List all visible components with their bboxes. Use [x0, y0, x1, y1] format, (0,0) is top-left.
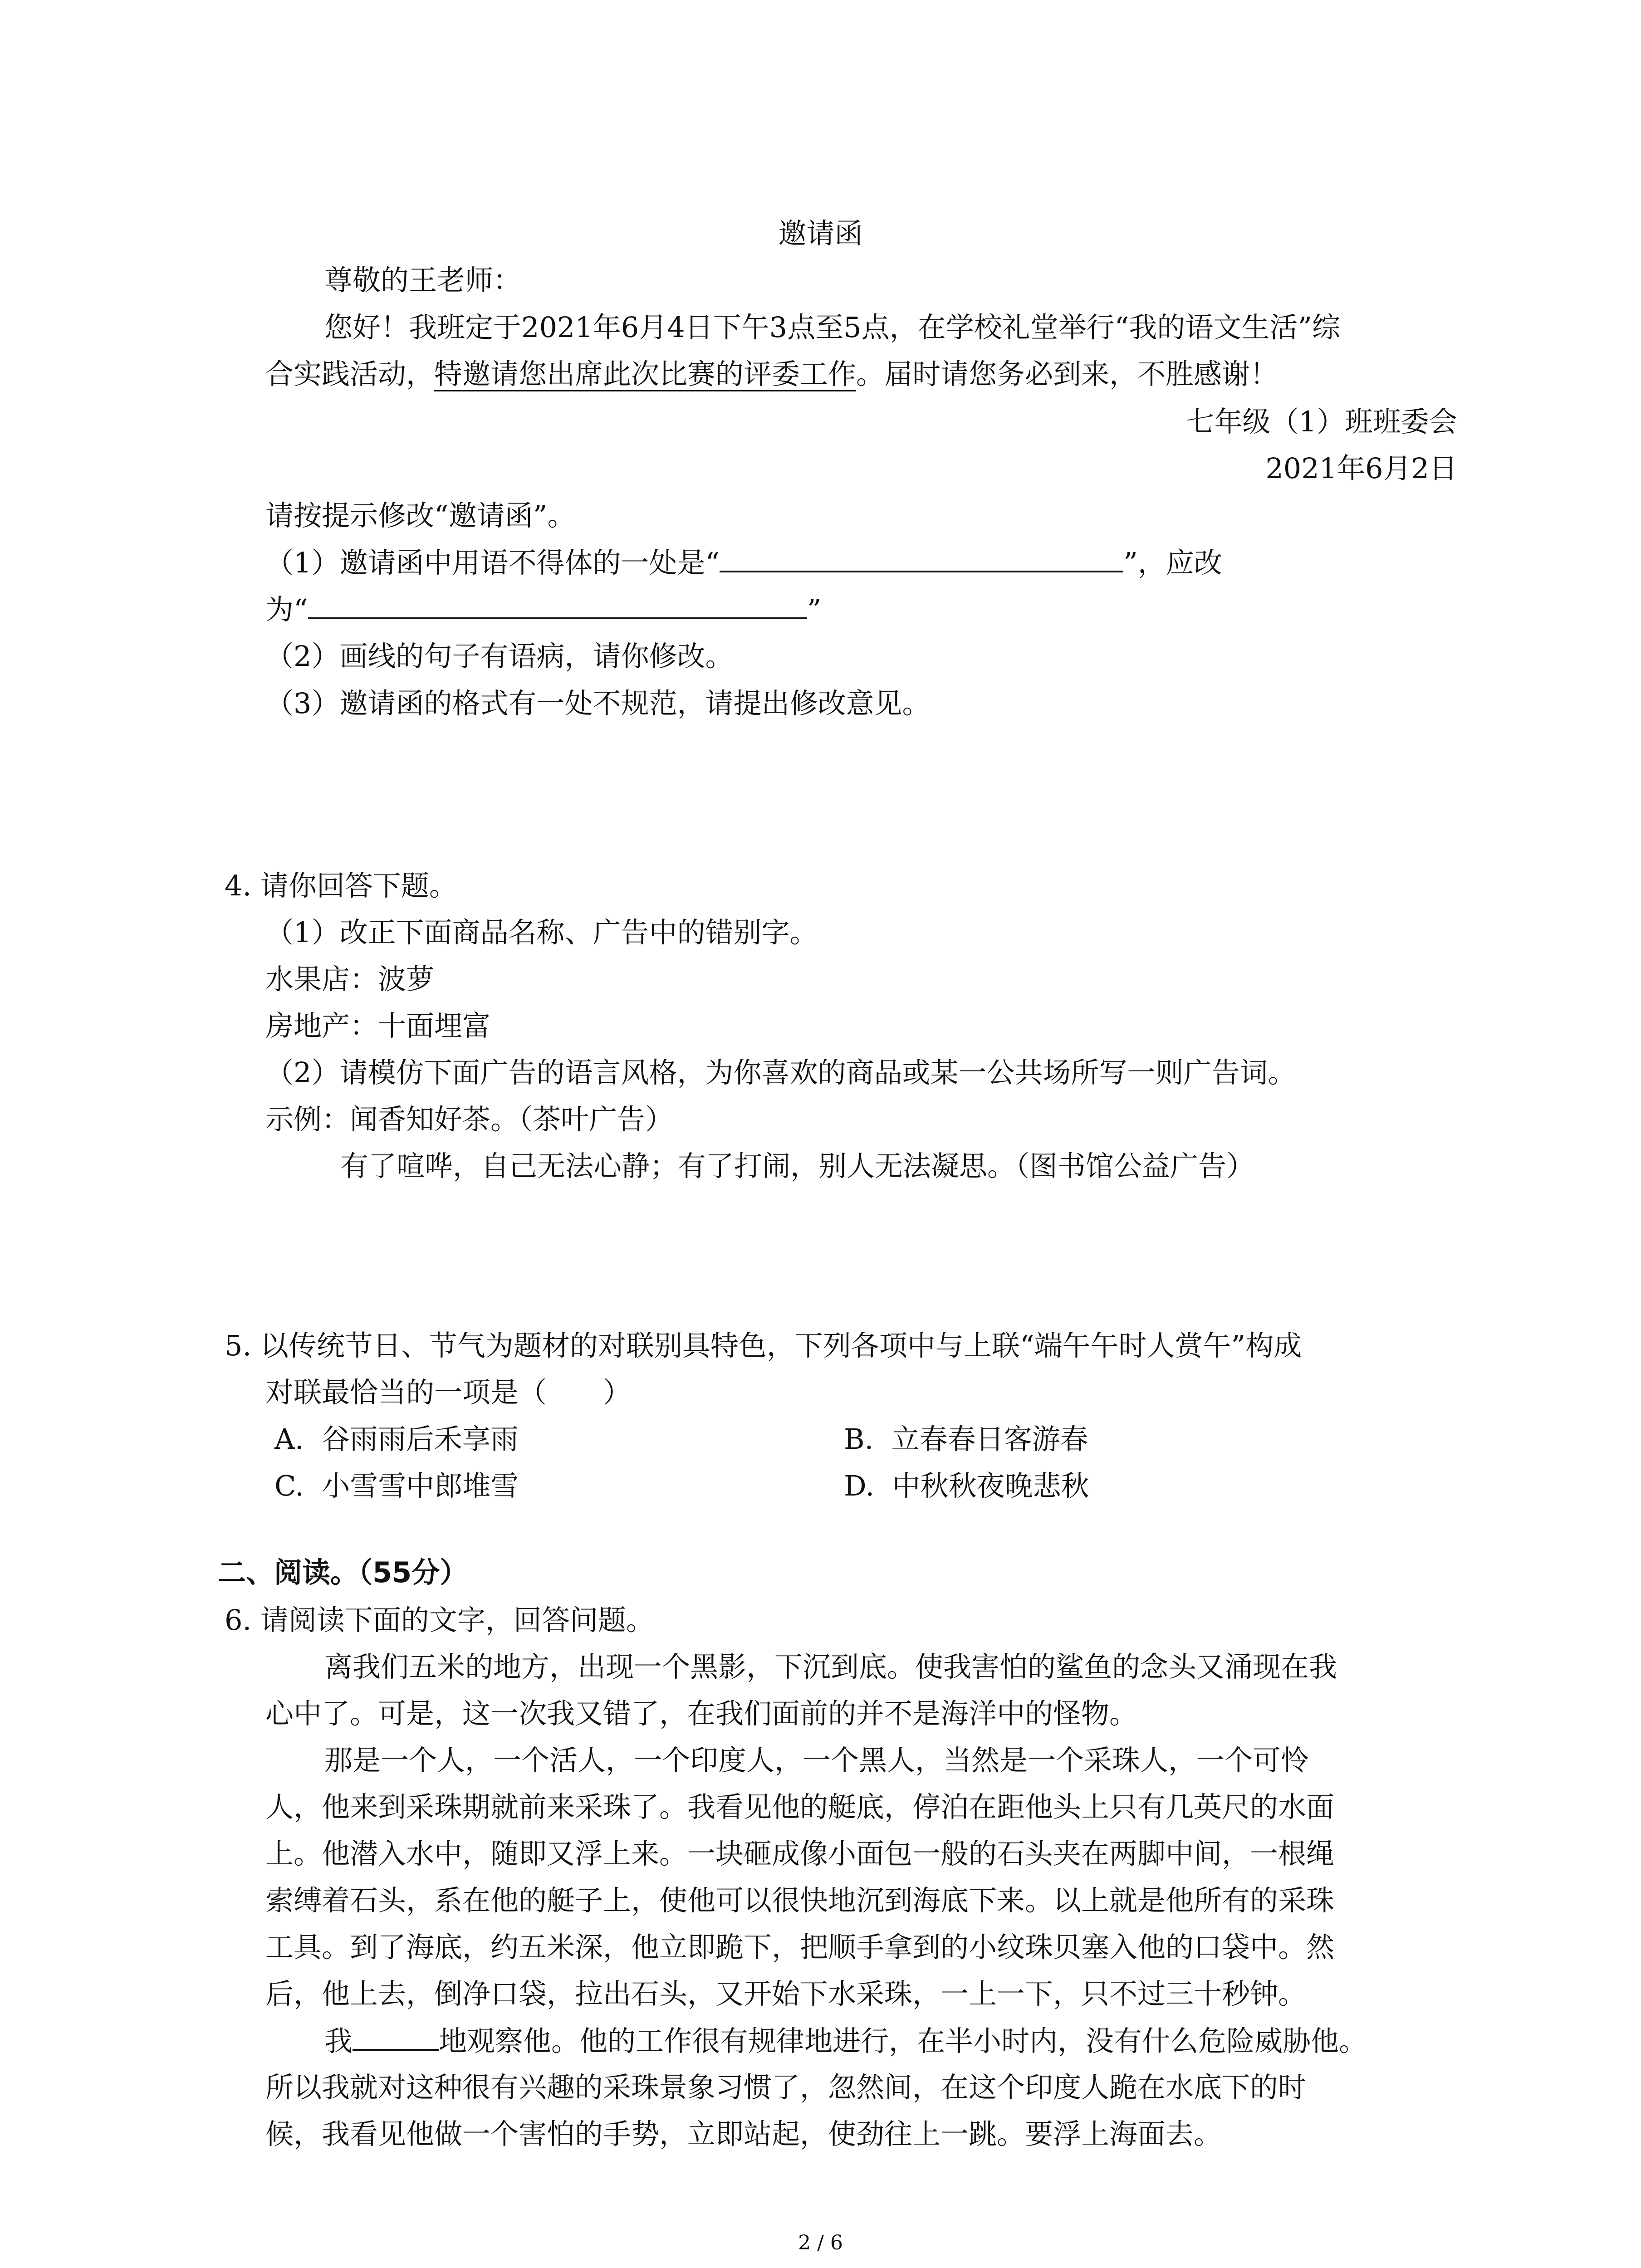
passage-line: 心中了。可是，这一次我又错了，在我们面前的并不是海洋中的怪物。	[265, 1697, 1138, 1730]
letter-body-line	[265, 356, 1278, 392]
passage-line	[324, 2023, 1367, 2059]
q4-shop-1: 水果店：波萝	[265, 963, 435, 996]
q3-item-1	[265, 544, 1222, 581]
passage-line: 候，我看见他做一个害怕的手势，立即站起，使劲往上一跳。要浮上海面去。	[265, 2117, 1222, 2151]
q5-option-a[interactable]: A. 谷雨雨后禾享雨	[274, 1422, 519, 1456]
passage-line: 所以我就对这种很有兴趣的采珠景象习惯了，忽然间，在这个印度人跪在水底下的时	[265, 2071, 1307, 2104]
q5-option-b[interactable]: B. 立春春日客游春	[844, 1422, 1088, 1456]
letter-signature: 七年级（1）班班委会	[1186, 405, 1457, 438]
q3-item-1-text: （1）邀请函中用语不得体的一处是“	[265, 546, 720, 579]
q3-item-3: （3）邀请函的格式有一处不规范，请提出修改意见。	[265, 687, 931, 720]
passage-line: 人，他来到采珠期就前来采珠了。我看见他的艇底，停泊在距他头上只有几英尺的水面	[265, 1790, 1335, 1823]
passage-line: 离我们五米的地方，出现一个黑影，下沉到底。使我害怕的鲨鱼的念头又涌现在我	[324, 1650, 1337, 1683]
q3-item-1-line2-text: 为“	[265, 593, 308, 626]
passage-line: 那是一个人，一个活人，一个印度人，一个黑人，当然是一个采珠人，一个可怜	[324, 1744, 1309, 1777]
q3-item-1-line2	[265, 591, 821, 628]
q3-prompt: 请按提示修改“邀请函”。	[265, 499, 576, 532]
q4-item-2: （2）请模仿下面广告的语言风格，为你喜欢的商品或某一公共场所写一则广告词。	[265, 1056, 1296, 1089]
q5-stem-line2: 对联最恰当的一项是（ ）	[265, 1376, 632, 1409]
passage-line: 上。他潜入水中，随即又浮上来。一块砸成像小面包一般的石头夹在两脚中间，一根绳	[265, 1837, 1335, 1870]
passage-text: 地观察他。他的工作很有规律地进行，在半小时内，没有什么危险威胁他。	[439, 2024, 1367, 2058]
q3-item-2: （2）画线的句子有语病，请你修改。	[265, 640, 734, 673]
passage-line: 索缚着石头，系在他的艇子上，使他可以很快地沉到海底下来。以上就是他所有的采珠	[265, 1884, 1335, 1917]
q3-item-1-text-end: ”，应改	[1123, 546, 1222, 579]
letter-body-line: 您好！我班定于2021年6月4日下午3点至5点，在学校礼堂举行“我的语文生活”综	[324, 311, 1340, 344]
letter-salutation: 尊敬的王老师：	[324, 264, 522, 297]
answer-blank[interactable]	[308, 591, 807, 619]
q4-example-1: 示例：闻香知好茶。（茶叶广告）	[265, 1103, 674, 1136]
q4-stem: 4. 请你回答下题。	[225, 869, 457, 902]
q4-shop-2: 房地产：十面埋富	[265, 1009, 491, 1042]
q6-stem: 6. 请阅读下面的文字，回答问题。	[225, 1603, 654, 1637]
q5-stem: 5. 以传统节日、节气为题材的对联别具特色，下列各项中与上联“端午午时人赏午”构成	[225, 1329, 1302, 1362]
underlined-sentence: 特邀请您出席此次比赛的评委工作	[434, 357, 857, 391]
letter-date: 2021年6月2日	[1265, 452, 1457, 485]
q4-example-2: 有了喧哗，自己无法心静；有了打闹，别人无法凝思。（图书馆公益广告）	[340, 1149, 1255, 1183]
q4-item-1: （1）改正下面商品名称、广告中的错别字。	[265, 916, 818, 949]
answer-blank[interactable]	[353, 2023, 439, 2051]
answer-blank[interactable]	[720, 544, 1123, 572]
letter-body-text: 。届时请您务必到来，不胜感谢！	[856, 357, 1279, 391]
q5-option-d[interactable]: D. 中秋秋夜晚悲秋	[844, 1469, 1089, 1502]
page-number: 2 / 6	[798, 2231, 843, 2254]
letter-body-text: 合实践活动，	[265, 357, 435, 391]
q5-option-c[interactable]: C. 小雪雪中郎堆雪	[274, 1469, 519, 1502]
passage-text: 我	[324, 2024, 353, 2058]
letter-title: 邀请函	[778, 217, 863, 250]
section-heading: 二、阅读。（55分）	[218, 1556, 468, 1589]
q3-item-1-line2-end: ”	[807, 593, 822, 626]
passage-line: 工具。到了海底，约五米深，他立即跪下，把顺手拿到的小纹珠贝塞入他的口袋中。然	[265, 1931, 1335, 1964]
passage-line: 后，他上去，倒净口袋，拉出石头，又开始下水采珠，一上一下，只不过三十秒钟。	[265, 1977, 1307, 2010]
